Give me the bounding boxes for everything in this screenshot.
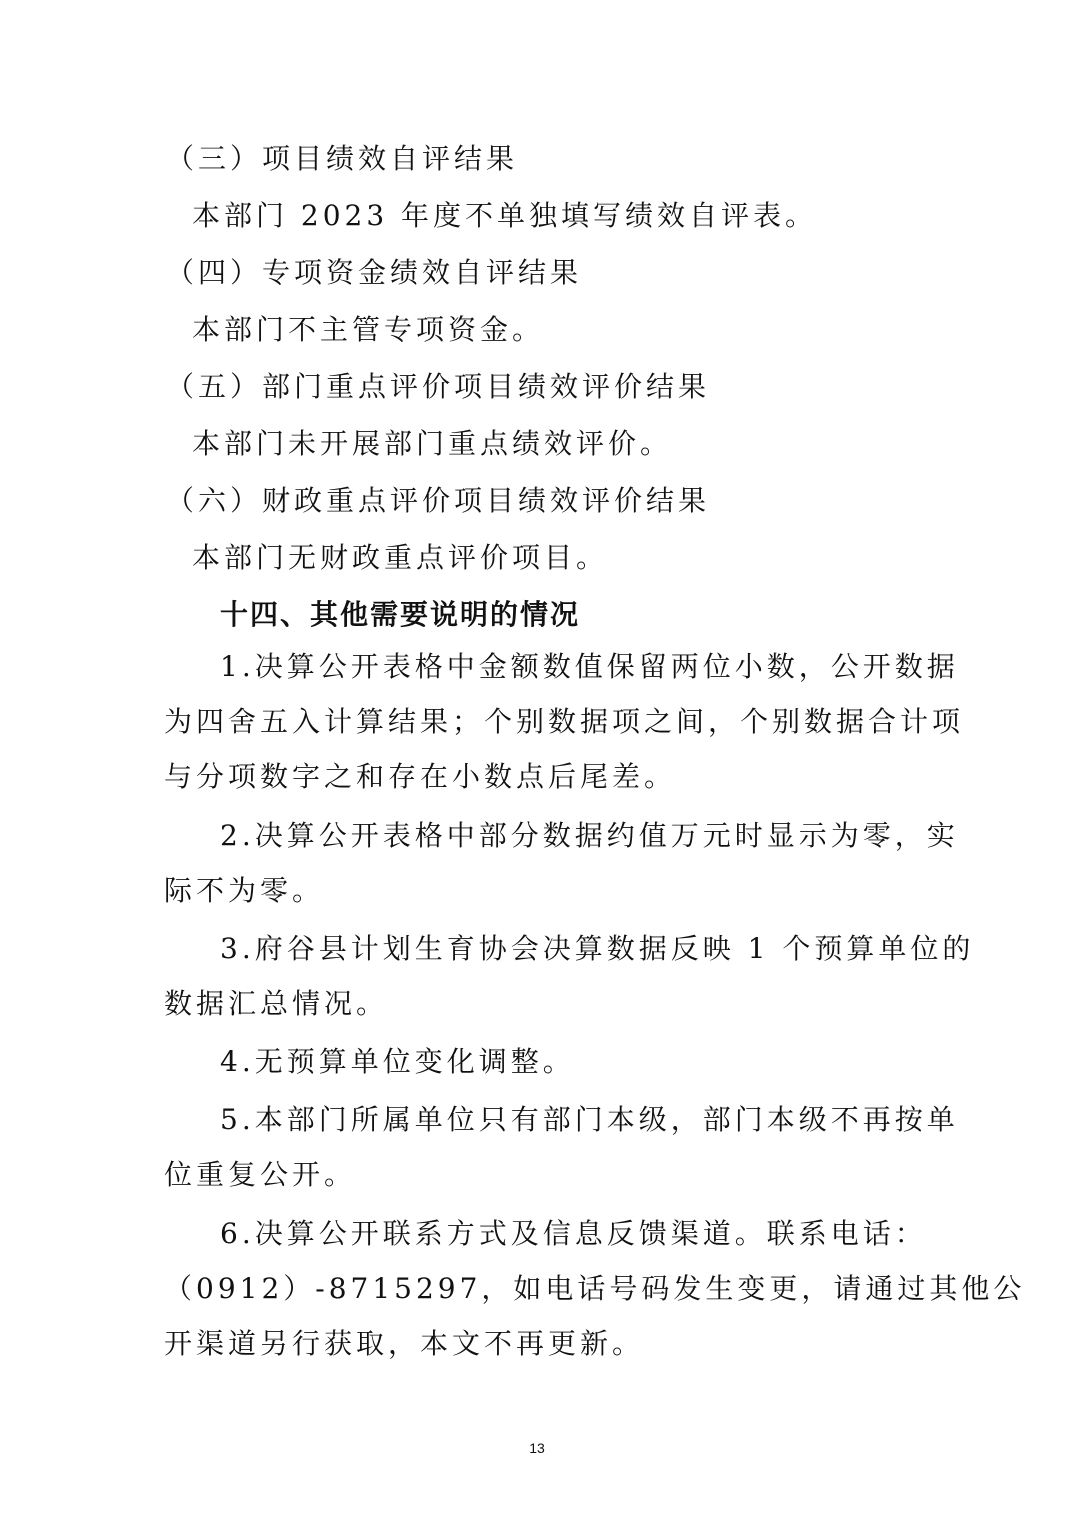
section-6-body: 本部门无财政重点评价项目。 xyxy=(192,541,609,574)
section-4-title: （四）专项资金绩效自评结果 xyxy=(166,256,583,289)
item-3-line-1: 3.府谷县计划生育协会决算数据反映 1 个预算单位的 xyxy=(220,932,975,965)
item-3-line-2: 数据汇总情况。 xyxy=(164,987,389,1020)
item-4-line-1: 4.无预算单位变化调整。 xyxy=(220,1045,575,1078)
item-1-line-1: 1.决算公开表格中金额数值保留两位小数，公开数据 xyxy=(220,650,959,683)
item-6-line-2: （0912）-8715297，如电话号码发生变更，请通过其他公 xyxy=(164,1272,1026,1305)
item-5-line-2: 位重复公开。 xyxy=(164,1158,357,1191)
item-1-line-2: 为四舍五入计算结果；个别数据项之间，个别数据合计项 xyxy=(164,705,965,738)
item-5-line-1: 5.本部门所属单位只有部门本级，部门本级不再按单 xyxy=(220,1103,959,1136)
section-3-body: 本部门 2023 年度不单独填写绩效自评表。 xyxy=(192,199,818,232)
item-1-line-3: 与分项数字之和存在小数点后尾差。 xyxy=(164,760,677,793)
page-number: 13 xyxy=(529,1440,545,1456)
section-4-body: 本部门不主管专项资金。 xyxy=(192,313,545,346)
section-14-heading: 十四、其他需要说明的情况 xyxy=(220,598,581,631)
item-2-line-2: 际不为零。 xyxy=(164,874,325,907)
section-5-title: （五）部门重点评价项目绩效评价结果 xyxy=(166,370,711,403)
item-6-line-1: 6.决算公开联系方式及信息反馈渠道。联系电话： xyxy=(220,1217,927,1250)
item-6-line-3: 开渠道另行获取，本文不再更新。 xyxy=(164,1327,645,1360)
item-2-line-1: 2.决算公开表格中部分数据约值万元时显示为零，实 xyxy=(220,819,959,852)
section-3-title: （三）项目绩效自评结果 xyxy=(166,142,519,175)
section-6-title: （六）财政重点评价项目绩效评价结果 xyxy=(166,484,711,517)
section-5-body: 本部门未开展部门重点绩效评价。 xyxy=(192,427,673,460)
